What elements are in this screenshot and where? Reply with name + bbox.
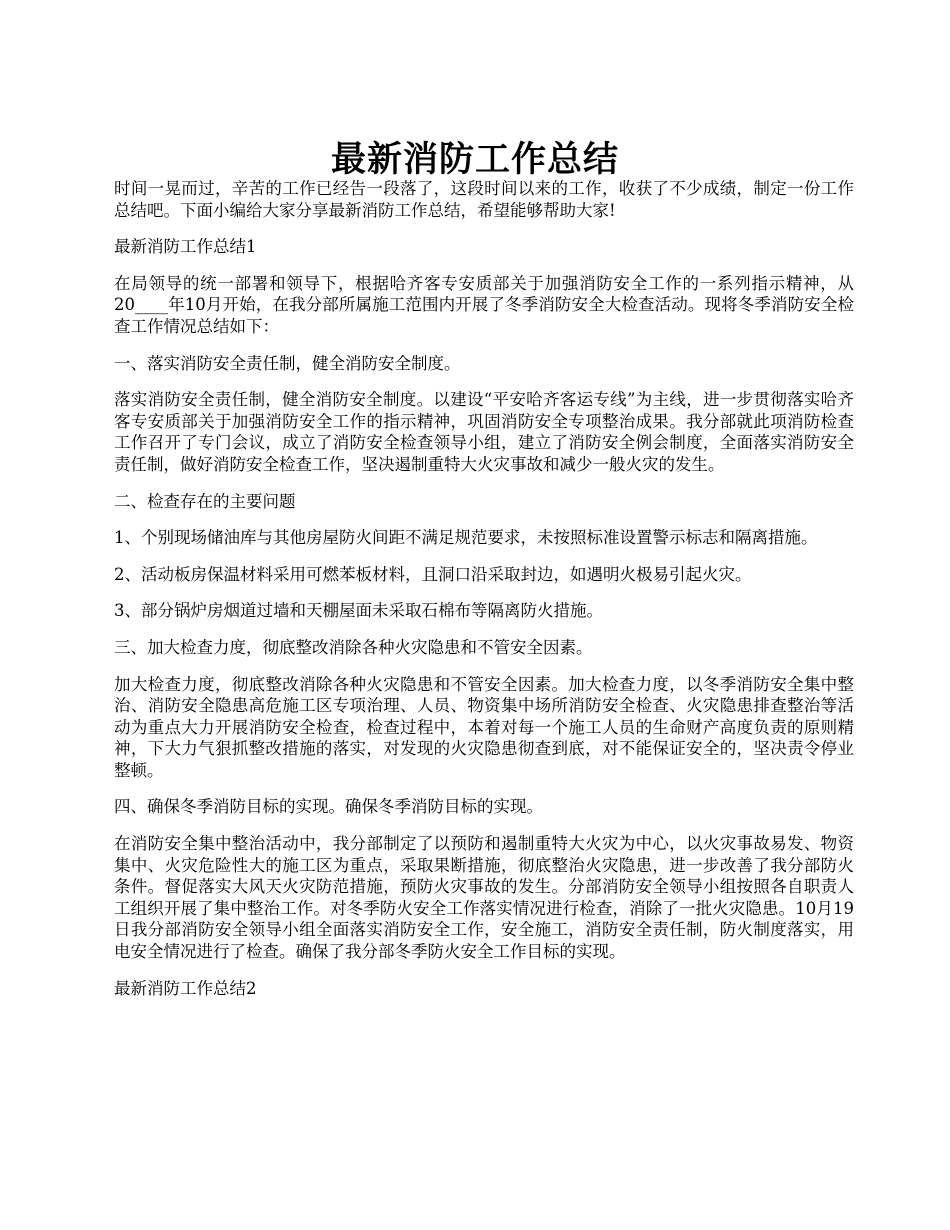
list-item: 3、部分锅炉房烟道过墙和天棚屋面未采取石棉布等隔离防火措施。 <box>114 601 603 621</box>
body-paragraph: 在消防安全集中整治活动中，我分部制定了以预防和遏制重特大火灾为中心，以火灾事故易发、物资集中、火灾危险性大的施工区为重点，采取果断措施，彻底整治火灾隐患，进一步改善了我分部防火条件。督促落实大风天火灾防范措施，预防火灾事故的发生。分部消防安全领导小组按照各自职责人工组织开展了集中整治工作。对冬季防火安全工作落实情况进行检查，消除了一批火灾隐患。10月19日我分部消防安全领导小组全面落实消防安全工作，安全施工，消防安全责任制，防火制度落实，用电安全情况进行了检查。确保了我分部冬季防火安全工作目标的实现。 <box>114 834 854 962</box>
section-heading-4: 四、确保冬季消防目标的实现。确保冬季消防目标的实现。 <box>114 797 543 817</box>
section-heading-2: 二、检查存在的主要问题 <box>114 491 296 511</box>
section-heading-summary-2: 最新消防工作总结2 <box>114 978 257 998</box>
list-item: 2、活动板房保温材料采用可燃苯板材料，且洞口沿采取封边，如遇明火极易引起火灾。 <box>114 564 752 584</box>
list-item: 1、个别现场储油库与其他房屋防火间距不满足规范要求，未按照标准设置警示标志和隔离措施。 <box>114 528 818 548</box>
body-paragraph: 落实消防安全责任制，健全消防安全制度。以建设“平安哈齐客运专线”为主线，进一步贯彻落实哈齐客专安质部关于加强消防安全工作的指示精神，巩固消防安全专项整治成果。我分部就此项消防检查工作召开了专门会议，成立了消防安全检查领导小组，建立了消防安全例会制度，全面落实消防安全责任制，做好消防安全检查工作，坚决遏制重特大火灾事故和减少一般火灾的发生。 <box>114 390 854 474</box>
intro-paragraph: 时间一晃而过，辛苦的工作已经告一段落了，这段时间以来的工作，收获了不少成绩，制定一份工作总结吧。下面小编给大家分享最新消防工作总结，希望能够帮助大家! <box>114 179 854 220</box>
document-title: 最新消防工作总结 <box>330 139 619 181</box>
document-body <box>114 178 854 1014</box>
section-heading-summary-1: 最新消防工作总结1 <box>114 237 257 257</box>
body-paragraph: 在局领导的统一部署和领导下，根据哈齐客专安质部关于加强消防安全工作的一系列指示精神，从20____年10月开始，在我分部所属施工范围内开展了冬季消防安全大检查活动。现将冬季消防安全检查工作情况总结如下： <box>114 273 854 336</box>
body-paragraph: 加大检查力度，彻底整改消除各种火灾隐患和不管安全因素。加大检查力度，以冬季消防安全集中整治、消防安全隐患高危施工区专项治理、人员、物资集中场所消防安全检查、火灾隐患排查整治等活动为重点大力开展消防安全检查，检查过程中，本着对每一个施工人员的生命财产高度负责的原则精神，下大力气狠抓整改措施的落实，对发现的火灾隐患彻查到底，对不能保证安全的，坚决责令停业整顿。 <box>114 674 854 780</box>
section-heading-1: 一、落实消防安全责任制，健全消防安全制度。 <box>114 353 461 373</box>
section-heading-3: 三、加大检查力度，彻底整改消除各种火灾隐患和不管安全因素。 <box>114 637 593 657</box>
